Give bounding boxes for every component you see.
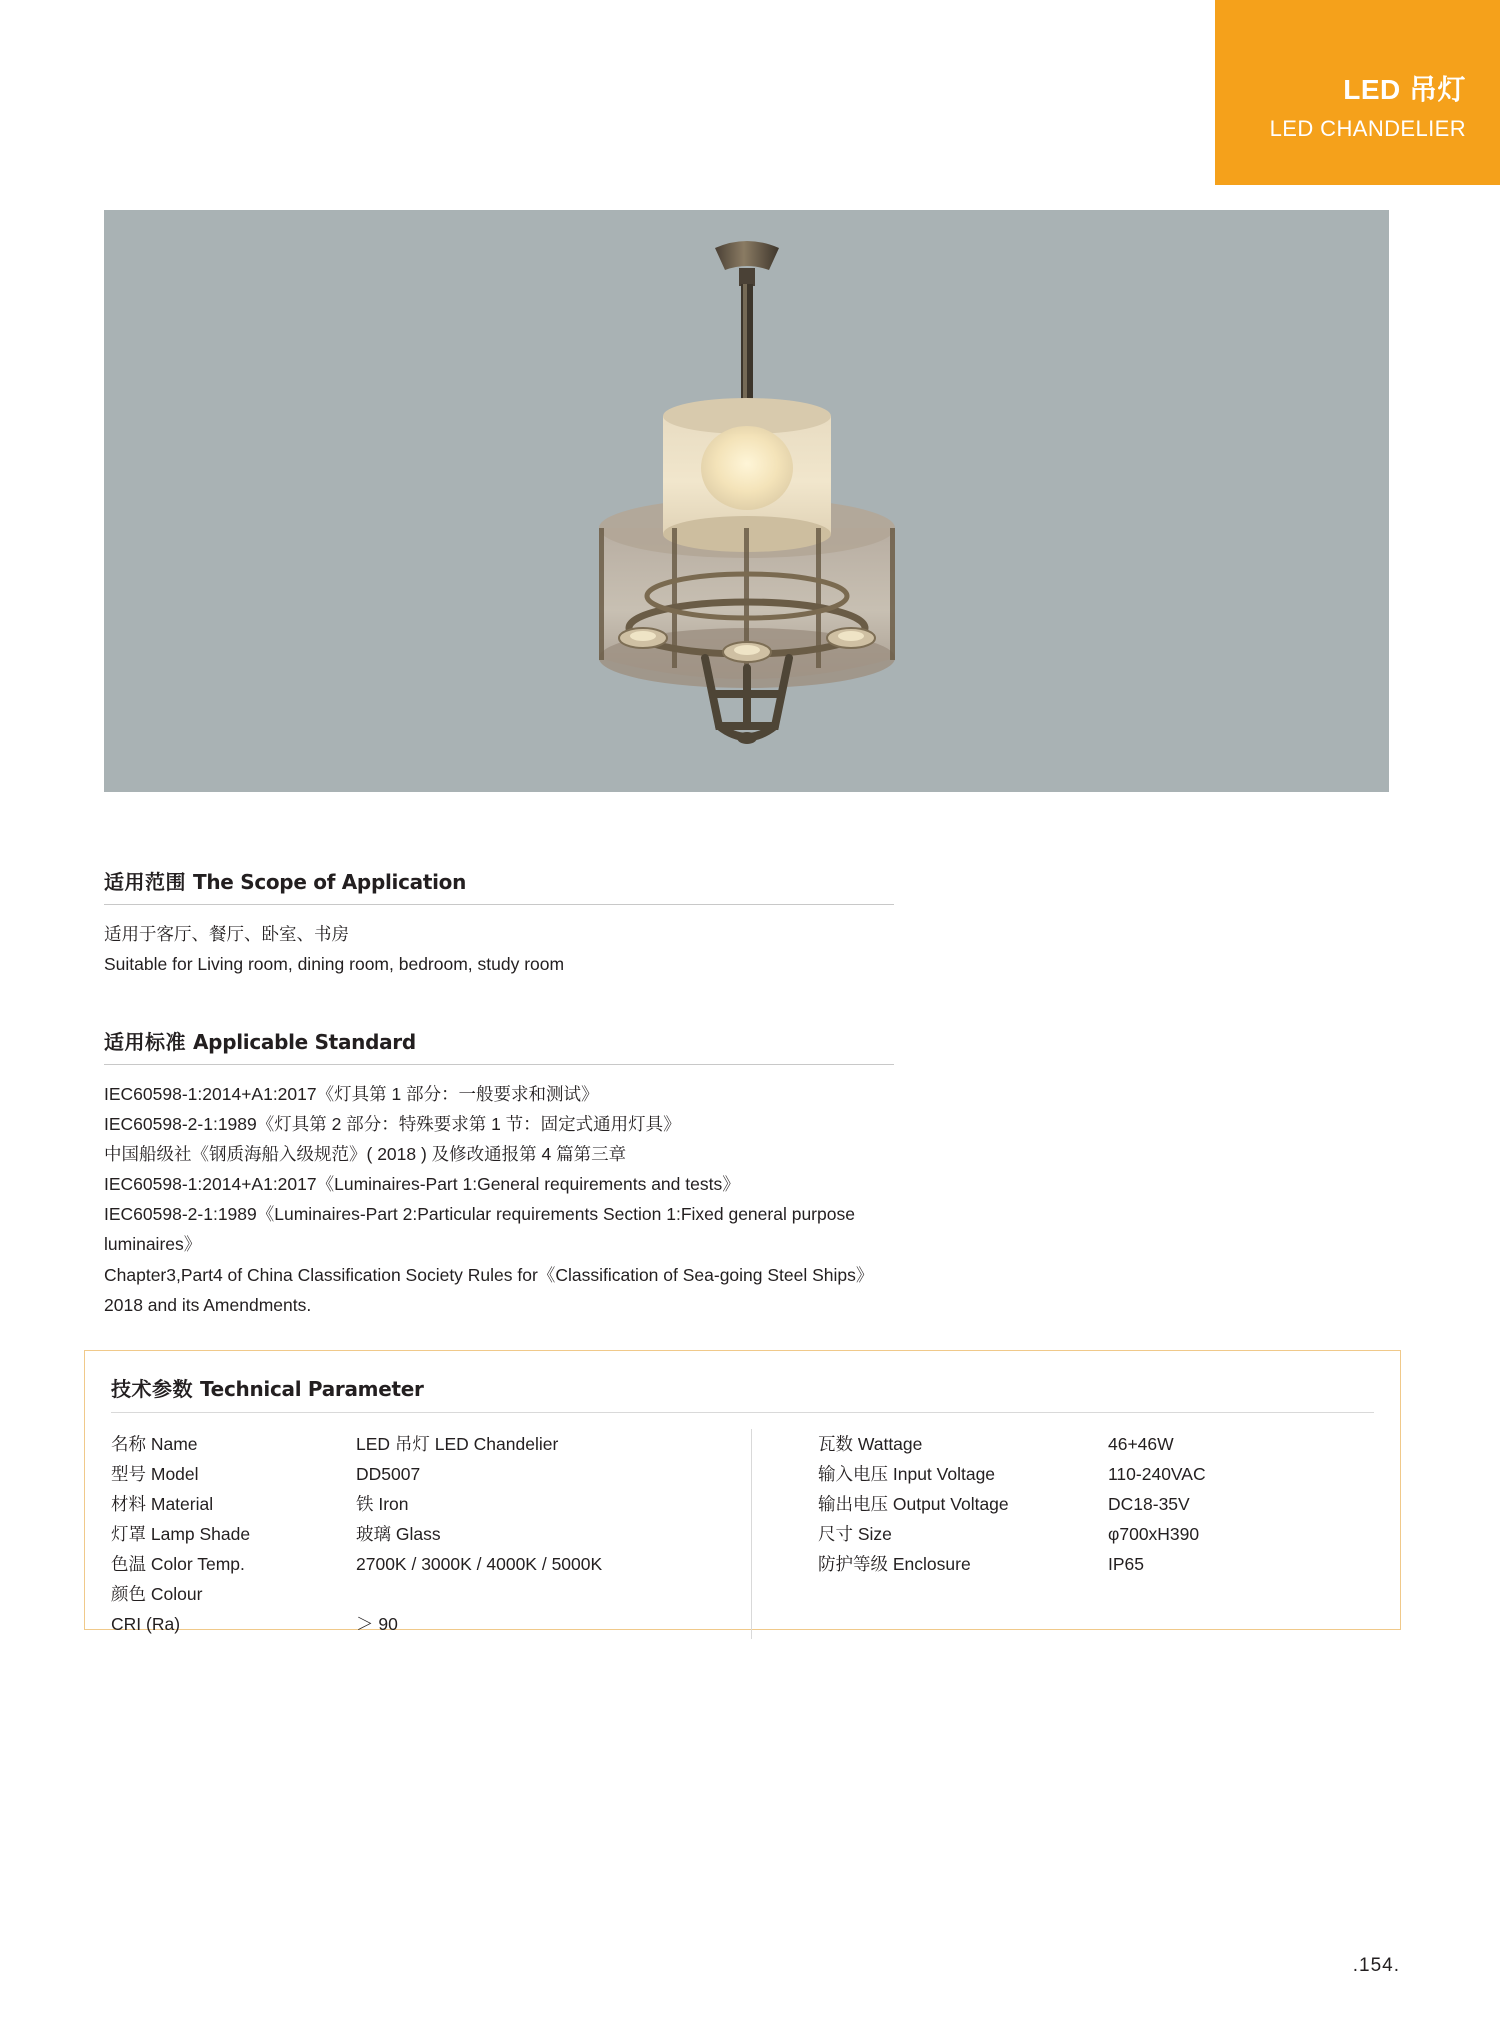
- scope-line-en: Suitable for Living room, dining room, bedroom, study room: [104, 954, 565, 975]
- standard-line: IEC60598-2-1:1989《灯具第 2 部分：特殊要求第 1 节：固定式通用灯具》: [104, 1114, 681, 1135]
- header-title-en: LED CHANDELIER: [1269, 116, 1466, 142]
- table-row: [818, 1549, 1418, 1579]
- standard-line: IEC60598-1:2014+A1:2017《Luminaires-Part 1:General requirements and tests》: [104, 1174, 740, 1195]
- row-key: 型号 Model: [111, 1464, 199, 1484]
- standard-heading-cn: 适用标准: [104, 1032, 186, 1054]
- table-row: [111, 1429, 751, 1459]
- row-value: ＞ 90: [356, 1614, 398, 1634]
- product-image-panel: [104, 210, 1389, 792]
- scope-heading-en: The Scope of Application: [193, 870, 467, 894]
- section-scope: [104, 866, 894, 979]
- standard-body: [104, 1065, 894, 1320]
- table-row: [818, 1429, 1418, 1459]
- technical-heading-en: Technical Parameter: [200, 1377, 424, 1401]
- row-value: [356, 1579, 751, 1609]
- standard-line: IEC60598-2-1:1989《Luminaires-Part 2:Particular requirements Section 1:Fixed general purpose luminaires》: [104, 1204, 855, 1255]
- row-value: 46+46W: [1108, 1434, 1174, 1454]
- scope-line-cn: 适用于客厅、餐厅、卧室、书房: [104, 924, 349, 944]
- technical-left-column: [111, 1429, 751, 1639]
- row-key: 名称 Name: [111, 1434, 198, 1454]
- standard-heading: [104, 1026, 894, 1065]
- row-value: DD5007: [356, 1464, 421, 1484]
- row-value: 铁 Iron: [356, 1494, 409, 1514]
- page-number: .154.: [1352, 1955, 1400, 1976]
- row-key: 材料 Material: [111, 1494, 214, 1514]
- scope-body: [104, 905, 894, 979]
- table-row: [111, 1519, 751, 1549]
- row-value: 110-240VAC: [1108, 1464, 1206, 1484]
- row-value: LED 吊灯 LED Chandelier: [356, 1434, 559, 1454]
- table-row: [818, 1519, 1418, 1549]
- row-key: 瓦数 Wattage: [818, 1434, 923, 1454]
- header-badge: [1215, 0, 1500, 185]
- section-standard: [104, 1026, 894, 1320]
- standard-line: IEC60598-1:2014+A1:2017《灯具第 1 部分：一般要求和测试》: [104, 1084, 599, 1104]
- row-key: 防护等级 Enclosure: [818, 1554, 971, 1574]
- row-value: 玻璃 Glass: [356, 1524, 441, 1544]
- table-row: [111, 1579, 751, 1609]
- row-key: CRI (Ra): [111, 1614, 181, 1634]
- table-row: [818, 1459, 1418, 1489]
- row-value: IP65: [1108, 1554, 1144, 1574]
- standard-line: Chapter3,Part4 of China Classification Society Rules for《Classification of Sea-going Steel Ships》2018 and its Amendments.: [104, 1264, 874, 1315]
- table-row: [111, 1609, 751, 1639]
- scope-heading-cn: 适用范围: [104, 872, 186, 894]
- table-row: [111, 1489, 751, 1519]
- technical-right-column: [751, 1429, 1418, 1639]
- standard-line: 中国船级社《钢质海船入级规范》( 2018 ) 及修改通报第 4 篇第三章: [104, 1144, 627, 1165]
- row-key: 色温 Color Temp.: [111, 1554, 245, 1574]
- row-value: 2700K / 3000K / 4000K / 5000K: [356, 1554, 603, 1574]
- technical-heading-cn: 技术参数: [111, 1379, 193, 1401]
- row-key: 颜色 Colour: [111, 1584, 203, 1604]
- scope-heading: [104, 866, 894, 905]
- row-key: 输入电压 Input Voltage: [818, 1464, 996, 1484]
- row-value: DC18-35V: [1108, 1494, 1190, 1514]
- row-key: 灯罩 Lamp Shade: [111, 1524, 251, 1544]
- header-title-cn: LED 吊灯: [1343, 74, 1466, 105]
- row-key: 尺寸 Size: [818, 1524, 892, 1544]
- technical-parameter-box: [84, 1350, 1401, 1634]
- table-row: [111, 1549, 751, 1579]
- table-row: [818, 1489, 1418, 1519]
- row-key: 输出电压 Output Voltage: [818, 1494, 1009, 1514]
- row-value: φ700xH390: [1108, 1524, 1200, 1544]
- chandelier-illustration: [467, 228, 1027, 768]
- technical-heading: [111, 1373, 1374, 1413]
- standard-heading-en: Applicable Standard: [193, 1030, 416, 1054]
- table-row: [111, 1459, 751, 1489]
